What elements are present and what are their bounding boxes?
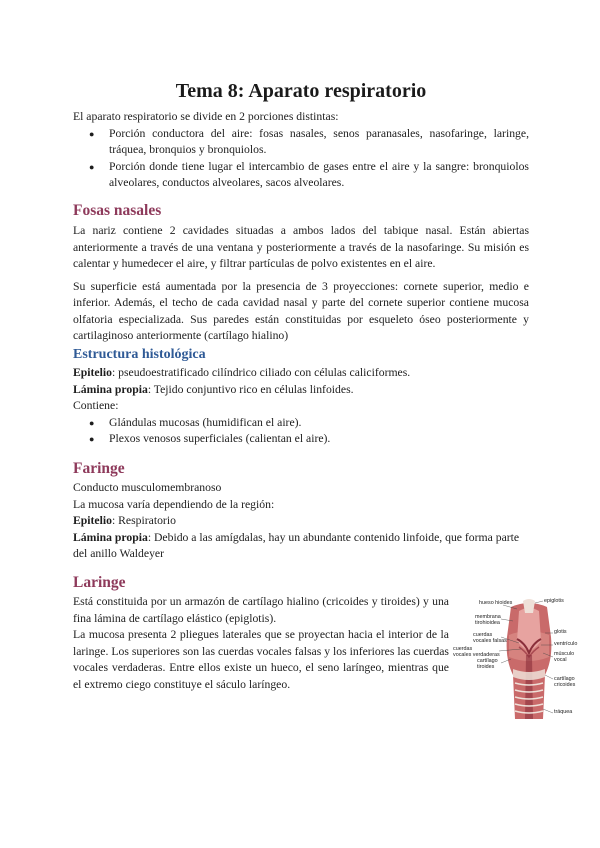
label-epiglotis: epiglotis (544, 598, 564, 604)
intro-bullet: ● Porción donde tiene lugar el intercambio de gases entre el aire y la sangre: bronquiolos alveolares, conductos alveolares, sacos alveolares. (89, 159, 529, 189)
faringe-line-2: La mucosa varía dependiendo de la región: (73, 497, 275, 511)
mucosa-shape (517, 608, 541, 651)
faringe-heading: Faringe (73, 460, 125, 477)
intro-list (73, 126, 529, 192)
bullet-icon: ● (89, 128, 95, 139)
estructura-section (73, 347, 529, 448)
label-cuerdas-verdaderas: cuerdas vocales verdaderas (453, 646, 500, 658)
estructura-bullet: ● Plexos venosos superficiales (calientan el aire). (73, 431, 529, 448)
label-membrana: membrana tirohioidea (475, 614, 501, 626)
label-cuerdas-falsas: cuerdas vocales falsas (473, 632, 507, 644)
larynx-illustration (453, 597, 585, 721)
intro-bullet: ● Porción conductora del aire: fosas nasales, senos paranasales, nasofaringe, laringe, tráquea, bronquios y bronquiolos. (89, 126, 529, 156)
estructura-list (73, 415, 529, 448)
epitelio-line: Epitelio: pseudoestratificado cilíndrico ciliado con células caliciformes. (73, 366, 411, 379)
faringe-epitelio-line: Epitelio: Respiratorio (73, 514, 176, 527)
bullet-icon: ● (89, 161, 95, 172)
page-title: Tema 8: Aparato respiratorio (175, 80, 427, 102)
faringe-section (73, 460, 529, 563)
fosas-paragraph-2: Su superficie está aumentada por la presencia de 3 proyecciones: cornete superior, medio e inferior. Además, el techo de cada cavidad nasal y parte del cornete superior contiene mucosa olfatoria especializada. Sus paredes están constituidas por esqueleto óseo posteriormente y cartilaginoso anteriormente (cartílago hialino) (73, 279, 529, 342)
laringe-paragraph-1: Está constituida por un armazón de cartílago hialino (cricoides y tiroides) y una fina lámina de cartílago elástico (epiglotis). (73, 595, 449, 625)
laringe-section (73, 574, 449, 693)
epiglottis-shape (523, 599, 535, 613)
label-ventriculo: ventrículo (554, 641, 578, 647)
label-traquea: tráquea (554, 709, 573, 715)
label-hueso-hioides: hueso hioides (479, 600, 513, 606)
laringe-paragraph-2: La mucosa presenta 2 pliegues laterales que se proyectan hacia el interior de la laringe. Los superiores son las cuerdas vocales falsas y los inferiores las cuerdas vocales verdaderas. Entre ellos existe un hueco, el seno laríngeo, mientras que el extremo ciego constituye el sáculo laríngeo. (73, 628, 449, 691)
laringe-heading: Laringe (73, 574, 126, 591)
label-musculo-vocal: músculo vocal (554, 651, 575, 663)
bullet-icon: ● (89, 417, 95, 428)
label-glotis: glotis (554, 629, 567, 635)
label-cartilago-tiroides: cartílago tiroides (477, 658, 498, 670)
intro-text: El aparato respiratorio se divide en 2 porciones distintas: (73, 110, 339, 123)
faringe-lamina-line: Lámina propia: Debido a las amígdalas, hay un abundante contenido linfoide, que forma parte del anillo Waldeyer (73, 530, 520, 560)
fosas-paragraph-1: La nariz contiene 2 cavidades situadas a ambos lados del tabique nasal. Están abiertas anteriormente a través de una ventana y posteriormente a través de la nasofaringe. Su misión es calentar y humedecer el aire, y filtrar partículas de polvo existentes en el aire. (73, 224, 529, 270)
estructura-bullet: ● Glándulas mucosas (humidifican el aire). (73, 415, 529, 432)
fosas-section (73, 202, 529, 345)
intro-section (73, 109, 529, 192)
contiene-text: Contiene: (73, 399, 119, 412)
estructura-heading: Estructura histológica (73, 347, 206, 362)
fosas-heading: Fosas nasales (73, 202, 162, 219)
faringe-line-1: Conducto musculomembranoso (73, 481, 222, 494)
label-cartilago-cricoides: cartílago cricoides (554, 676, 576, 688)
bullet-icon: ● (89, 434, 95, 444)
lumen-shape (525, 655, 533, 719)
lamina-line: Lámina propia: Tejido conjuntivo rico en células linfoides. (73, 382, 354, 396)
